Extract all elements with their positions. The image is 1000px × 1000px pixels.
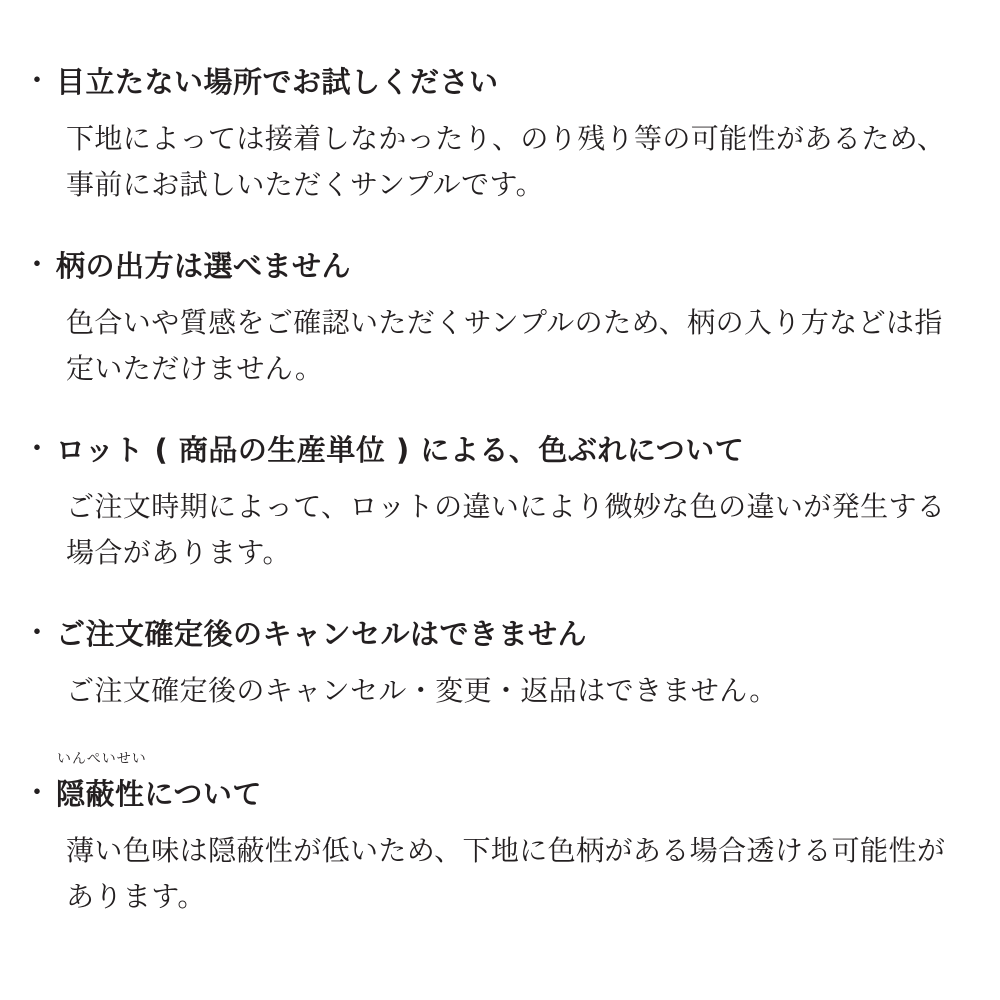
note-heading-row (22, 751, 976, 816)
ruby-base-text: 隠蔽性 (56, 777, 145, 811)
note-heading-row (22, 60, 976, 104)
note-heading: ロット ( 商品の生産単位 ) による、色ぶれについて (56, 433, 745, 467)
bullet-icon: ・ (22, 616, 52, 651)
note-block (22, 428, 976, 576)
note-block (22, 612, 976, 714)
note-body: ご注文時期によって、ロットの違いにより微妙な色の違いが発生する場合があります。 (66, 490, 946, 569)
note-block (22, 750, 976, 920)
note-heading: ご注文確定後のキャンセルはできません (56, 617, 588, 651)
note-block (22, 244, 976, 392)
note-heading (56, 751, 262, 816)
note-heading-row (22, 612, 976, 656)
bullet-icon: ・ (22, 64, 52, 99)
note-heading-rest: について (144, 777, 262, 811)
bullet-icon: ・ (22, 432, 52, 467)
note-body: 薄い色味は隠蔽性が低いため、下地に色柄がある場合透ける可能性があります。 (66, 834, 946, 913)
note-heading: 柄の出方は選べません (56, 249, 352, 283)
note-body: ご注文確定後のキャンセル・変更・返品はできません。 (66, 674, 778, 707)
ruby-annotation-group (56, 751, 147, 816)
bullet-icon: ・ (22, 776, 52, 811)
note-heading: 目立たない場所でお試しください (56, 65, 499, 99)
ruby-spacer (22, 750, 976, 772)
note-body: 色合いや質感をご確認いただくサンプルのため、柄の入り方などは指定いただけません。 (66, 306, 943, 385)
note-heading-row (22, 428, 976, 472)
bullet-icon: ・ (22, 248, 52, 283)
note-heading-row (22, 244, 976, 288)
note-body: 下地によっては接着しなかったり、のり残り等の可能性があるため、事前にお試しいただくサンプルです。 (66, 122, 946, 201)
ruby-text: いんぺいせい (57, 751, 147, 767)
note-block (22, 60, 976, 208)
